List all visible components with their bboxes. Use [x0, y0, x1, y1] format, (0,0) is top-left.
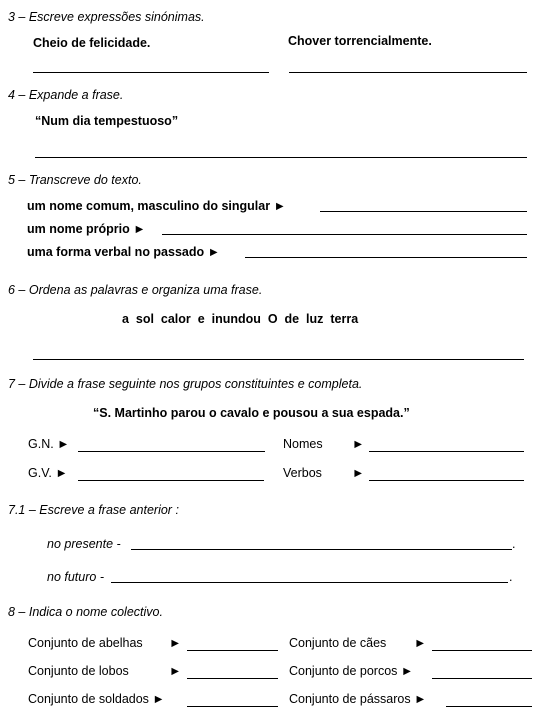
q8-lobos-answer-line[interactable] — [187, 678, 278, 679]
q8-abelhas-label: Conjunto de abelhas — [28, 636, 143, 650]
q71-presente-answer-line[interactable] — [131, 549, 512, 550]
q4-answer-line[interactable] — [35, 157, 527, 158]
q71-presente-label: no presente - — [47, 537, 121, 551]
q5-item2-label: um nome próprio ► — [27, 222, 146, 236]
q3-title: 3 – Escreve expressões sinónimas. — [8, 10, 205, 24]
q4-title: 4 – Expande a frase. — [8, 88, 124, 102]
q3-right-answer-line[interactable] — [289, 72, 527, 73]
q71-futuro-answer-line[interactable] — [111, 582, 508, 583]
q8-abelhas-answer-line[interactable] — [187, 650, 278, 651]
q6-word-list: a sol calor e inundou O de luz terra — [122, 312, 359, 326]
q71-futuro-period: . — [509, 570, 513, 584]
q8-porcos-answer-line[interactable] — [432, 678, 532, 679]
q7-gv-label: G.V. ► — [28, 466, 68, 480]
q7-gn-label: G.N. ► — [28, 437, 70, 451]
q8-caes-label: Conjunto de cães — [289, 636, 387, 650]
q7-verbos-answer-line[interactable] — [369, 480, 524, 481]
q5-item3-label: uma forma verbal no passado ► — [27, 245, 220, 259]
q5-item2-answer-line[interactable] — [162, 234, 527, 235]
q8-porcos-label: Conjunto de porcos ► — [289, 664, 414, 678]
q8-soldados-label: Conjunto de soldados ► — [28, 692, 165, 706]
q8-passaros-label: Conjunto de pássaros ► — [289, 692, 427, 706]
q8-caes-answer-line[interactable] — [432, 650, 532, 651]
q7-sentence: “S. Martinho parou o cavalo e pousou a sua espada.” — [93, 406, 410, 420]
q5-item3-answer-line[interactable] — [245, 257, 527, 258]
q8-passaros-answer-line[interactable] — [446, 706, 532, 707]
q6-answer-line[interactable] — [33, 359, 524, 360]
q6-title: 6 – Ordena as palavras e organiza uma frase. — [8, 283, 263, 297]
q7-gv-answer-line[interactable] — [78, 480, 264, 481]
q7-nomes-answer-line[interactable] — [369, 451, 524, 452]
q7-title: 7 – Divide a frase seguinte nos grupos constituintes e completa. — [8, 377, 363, 391]
q71-futuro-label: no futuro - — [47, 570, 104, 584]
q8-soldados-answer-line[interactable] — [187, 706, 278, 707]
q7-nomes-label: Nomes — [283, 437, 323, 451]
q8-title: 8 – Indica o nome colectivo. — [8, 605, 163, 619]
q5-item1-answer-line[interactable] — [320, 211, 527, 212]
q7-verbos-arrow: ► — [352, 466, 365, 480]
q71-presente-period: . — [512, 537, 516, 551]
q3-left-answer-line[interactable] — [33, 72, 269, 73]
q4-phrase: “Num dia tempestuoso” — [35, 114, 179, 128]
q7-nomes-arrow: ► — [352, 437, 365, 451]
q7-verbos-label: Verbos — [283, 466, 322, 480]
q8-lobos-arrow: ► — [169, 664, 182, 678]
q5-title: 5 – Transcreve do texto. — [8, 173, 142, 187]
q5-item1-label: um nome comum, masculino do singular ► — [27, 199, 286, 213]
q3-left-expression: Cheio de felicidade. — [33, 36, 151, 50]
q3-right-expression: Chover torrencialmente. — [288, 34, 432, 48]
q7-gn-answer-line[interactable] — [78, 451, 265, 452]
q8-caes-arrow: ► — [414, 636, 427, 650]
q8-lobos-label: Conjunto de lobos — [28, 664, 129, 678]
q71-title: 7.1 – Escreve a frase anterior : — [8, 503, 179, 517]
q8-abelhas-arrow: ► — [169, 636, 182, 650]
